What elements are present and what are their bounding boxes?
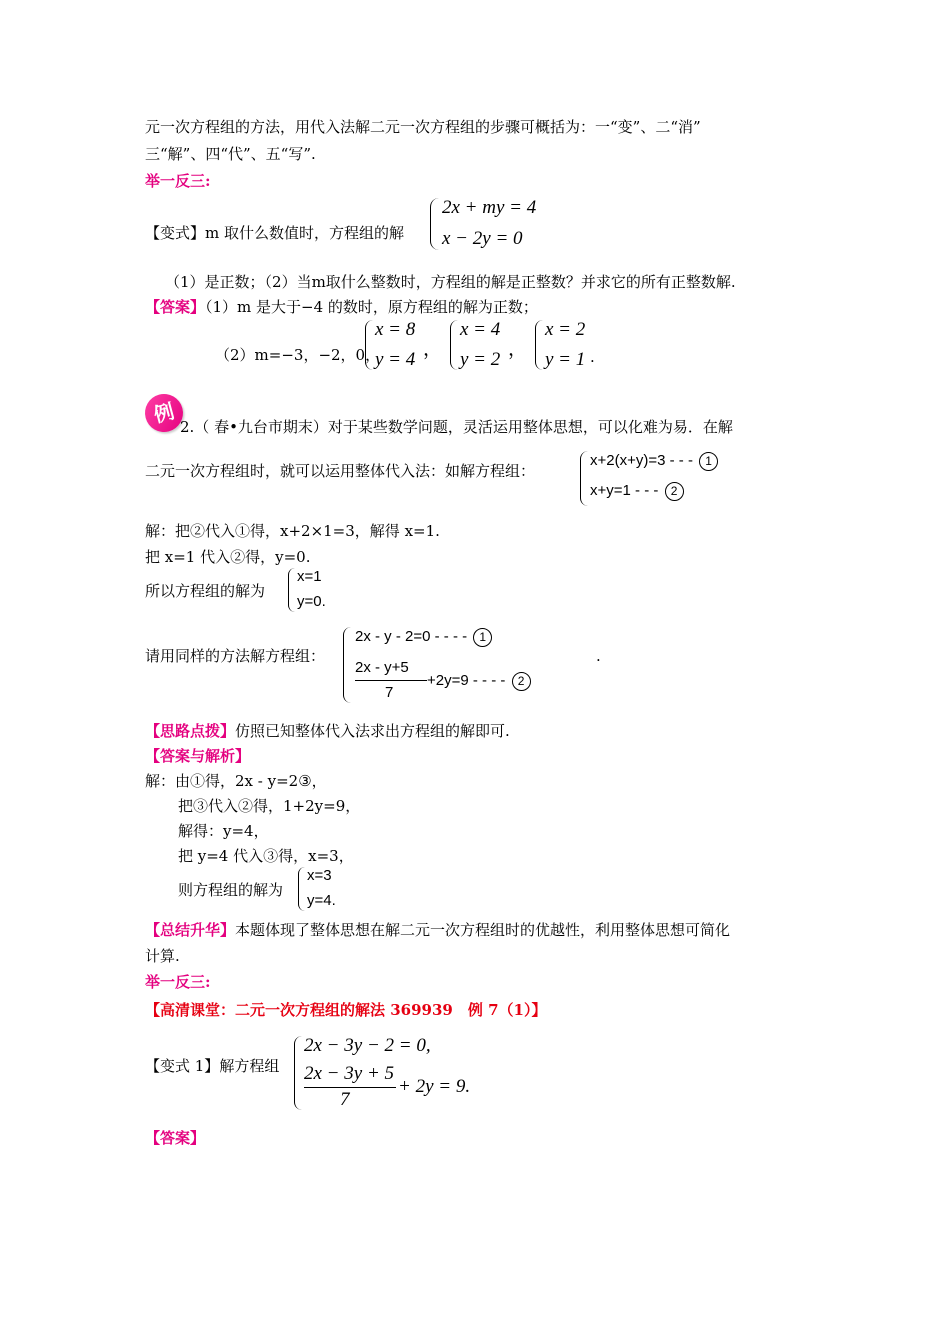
sol-y: y=0. [297,593,326,610]
circle-2-icon: 2 [512,672,531,691]
eq-text: 2x - y - 2=0 - - - - [355,628,472,645]
analysis-step-4: 把 y=4 代入③得，x=3， [178,847,354,865]
variant-1-line [145,1055,279,1077]
variant-1-text: 解方程组 [219,1057,280,1075]
variant-eq-2: + 2y = 9. [398,1076,471,1097]
solution-line-2: 把 x=1 代入②得，y=0. [145,548,311,566]
fraction-bar [304,1087,396,1088]
ask-end: . [596,647,601,665]
solution-x: x = 4 [460,319,501,340]
summary-line [145,919,730,941]
eq-text: +2y=9 - - - - [427,672,510,689]
ask-eq-2 [427,670,531,692]
answer-1: （1）m 是大于−4 的数时，原方程组的解为正数； [205,298,538,316]
circle-1-icon: 1 [699,452,718,471]
eq-text: x+2(x+y)=3 - - - [590,452,698,469]
circle-2-icon: 2 [665,482,684,501]
brace [343,627,351,703]
sol-y: y=4. [307,892,336,909]
solution-line-1: 解：把②代入①得，x+2×1=3，解得 x=1. [145,522,440,540]
frac-denominator: 7 [385,684,394,701]
answer-analysis-tag: 【答案与解析】 [145,747,251,765]
sol-x: x=3 [307,867,332,884]
brace [294,1036,302,1110]
solution-y: y = 1 [545,349,586,370]
answer-tag-2: 【答案】 [145,1129,206,1147]
ask-eq-1 [355,626,492,648]
sol-x: x=1 [297,568,322,585]
course-reference: 【高清课堂：二元一次方程组的解法 369939 例 7（1）】 [145,1001,547,1019]
answer-line-1 [145,296,538,318]
variant-eq-1: 2x − 3y − 2 = 0, [304,1035,431,1056]
solution-y: y = 4 [375,349,416,370]
ask-system [343,624,593,708]
question-text: （1）是正数；（2）当m取什么整数时，方程组的解是正整数？并求它的所有正整数解. [165,273,736,291]
intro-line-2: 三“解”、四“代”、五“写”. [145,145,316,163]
hint-text: 仿照已知整体代入法求出方程组的解即可. [235,722,510,740]
analysis-step-5: 则方程组的解为 [178,881,284,899]
equation-1: 2x + my = 4 [442,197,537,218]
summary-tag: 【总结升华】 [145,921,236,939]
solution-y: y = 2 [460,349,501,370]
summary-text: 本题体现了整体思想在解二元一次方程组时的优越性，利用整体思想可简化 [235,921,731,939]
separator: ， [423,338,443,360]
solution-line-3: 所以方程组的解为 [145,582,266,600]
answer-2-prefix: （2）m=−3，−2，0， [215,346,381,364]
example-eq-1 [590,450,718,472]
end-period: . [590,348,595,366]
hint-line [145,720,510,742]
hint-tag: 【思路点拨】 [145,722,236,740]
equation-system-m [430,196,550,256]
brace [580,451,588,506]
variant-1-tag: 【变式 1】 [145,1057,220,1075]
solution-x: x = 8 [375,319,416,340]
example-system [580,448,780,512]
brace [450,320,458,370]
summary-line-2: 计算. [145,947,180,965]
example-badge-icon: 例 [141,390,188,437]
equation-2: x − 2y = 0 [442,228,523,249]
example-line-2: 二元一次方程组时，就可以运用整体代入法：如解方程组： [145,462,536,480]
analysis-step-3: 解得：y=4， [178,822,269,840]
brace [298,867,305,911]
analysis-step-1: 解：由①得，2x - y=2③， [145,772,327,790]
frac-denominator: 7 [340,1089,350,1110]
solution-system-2 [450,318,510,376]
circle-1-icon: 1 [473,628,492,647]
separator: ， [508,338,528,360]
brace [288,568,295,612]
frac-numerator: 2x − 3y + 5 [304,1063,395,1084]
solution-system-1 [365,318,425,376]
ask-text: 请用同样的方法解方程组： [145,647,326,665]
answer-tag: 【答案】 [145,298,206,316]
practice-heading: 举一反三: [145,172,211,190]
solution-system [288,566,348,616]
practice-heading-2: 举一反三: [145,973,211,991]
solution-x: x = 2 [545,319,586,340]
brace [430,198,439,250]
variant-text: m 取什么数值时，方程组的解 [205,224,405,242]
example-line-1: 2.（ 春•九台市期末）对于某些数学问题，灵活运用整体思想，可以化难为易．在解 [180,418,733,436]
brace [535,320,543,370]
analysis-solution-system [298,865,358,915]
intro-line-1: 元一次方程组的方法，用代入法解二元一次方程组的步骤可概括为：一“变”、二“消” [145,118,701,136]
eq-text: x+y=1 - - - [590,482,663,499]
variant-1-system [294,1034,494,1114]
fraction-bar [355,680,427,681]
example-eq-2 [590,480,684,502]
variant-line [145,222,404,244]
brace [365,320,373,370]
variant-tag: 【变式】 [145,224,206,242]
frac-numerator: 2x - y+5 [355,659,409,676]
analysis-step-2: 把③代入②得，1+2y=9， [178,797,361,815]
